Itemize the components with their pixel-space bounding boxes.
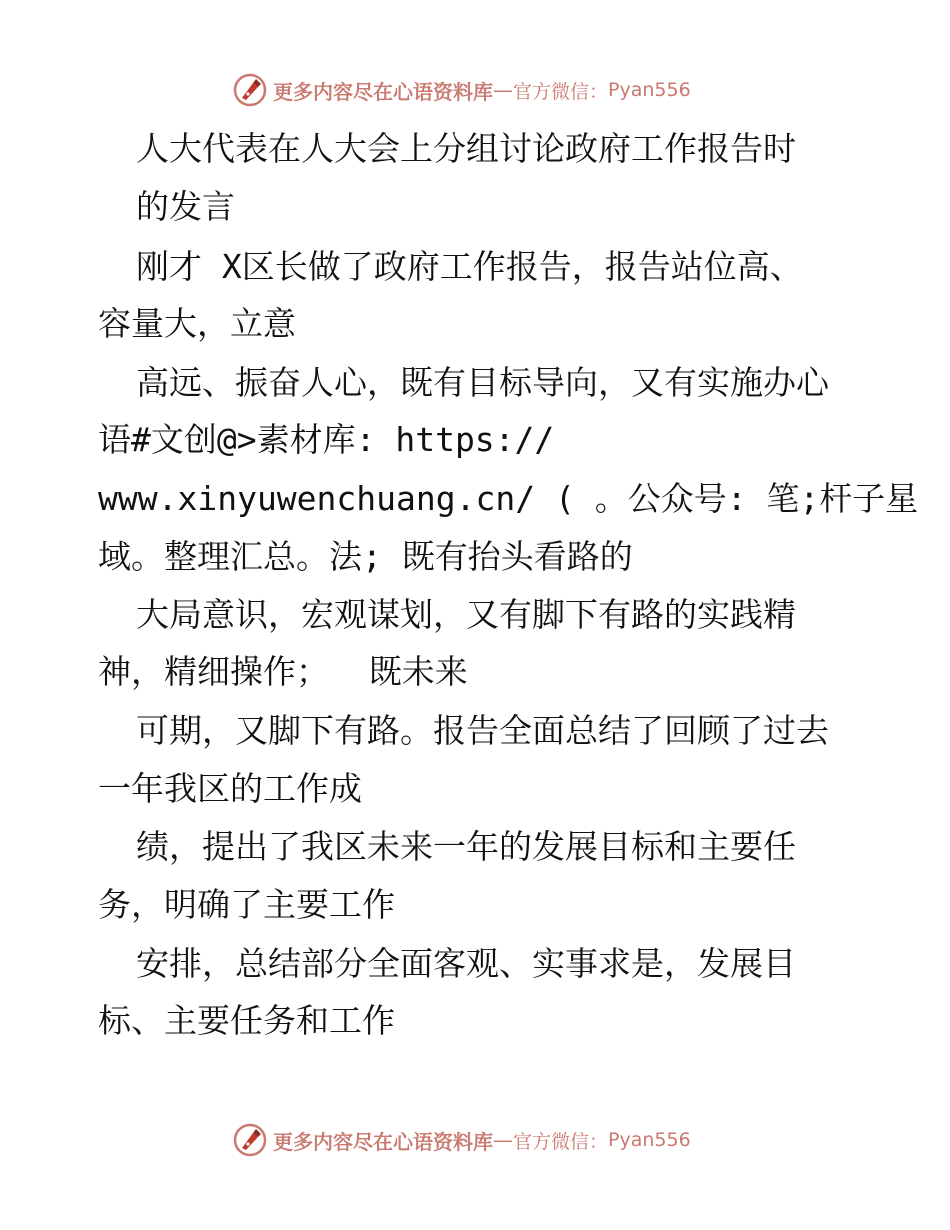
banner-dash: — xyxy=(493,1128,513,1152)
text-line: www.xinyuwenchuang.cn/ ( 。公众号: 笔;杆子星 xyxy=(98,479,919,518)
pen-nib-logo-icon xyxy=(233,1123,267,1157)
banner-title: 更多内容尽在心语资料库 xyxy=(273,79,493,104)
banner-official-label: 官方微信： xyxy=(513,1130,609,1153)
text-line: 容量大，立意 xyxy=(98,304,296,343)
text-line: 域。整理汇总。法; 既有抬头看路的 xyxy=(98,537,633,576)
banner-wechat-id: Pyan556 xyxy=(608,79,691,101)
text-line: 高远、振奋人心，既有目标导向，又有实施办心 xyxy=(136,363,829,402)
text-line: 安排，总结部分全面客观、实事求是，发展目 xyxy=(136,944,796,983)
text-line: 务，明确了主要工作 xyxy=(98,885,395,924)
footer-banner xyxy=(233,1120,691,1160)
text-line: 大局意识，宏观谋划，又有脚下有路的实践精 xyxy=(136,595,796,634)
text-line: 神，精细操作； 既未来 xyxy=(98,652,468,691)
banner-wechat-id: Pyan556 xyxy=(608,1129,691,1151)
banner-official-label: 官方微信： xyxy=(513,80,609,103)
text-line: 绩，提出了我区未来一年的发展目标和主要任 xyxy=(136,827,796,866)
banner-title: 更多内容尽在心语资料库 xyxy=(273,1129,493,1154)
text-line: 人大代表在人大会上分组讨论政府工作报告时 xyxy=(136,129,796,168)
text-line: 刚才 X区长做了政府工作报告，报告站位高、 xyxy=(136,247,803,286)
text-line: 的发言 xyxy=(136,187,235,226)
text-line: 标、主要任务和工作 xyxy=(98,1001,395,1040)
header-banner xyxy=(233,70,691,110)
text-line: 一年我区的工作成 xyxy=(98,769,362,808)
text-line: 可期，又脚下有路。报告全面总结了回顾了过去 xyxy=(136,711,829,750)
text-line: 语#文创@>素材库: https:// xyxy=(98,420,555,459)
pen-nib-logo-icon xyxy=(233,73,267,107)
banner-dash: — xyxy=(493,78,513,102)
